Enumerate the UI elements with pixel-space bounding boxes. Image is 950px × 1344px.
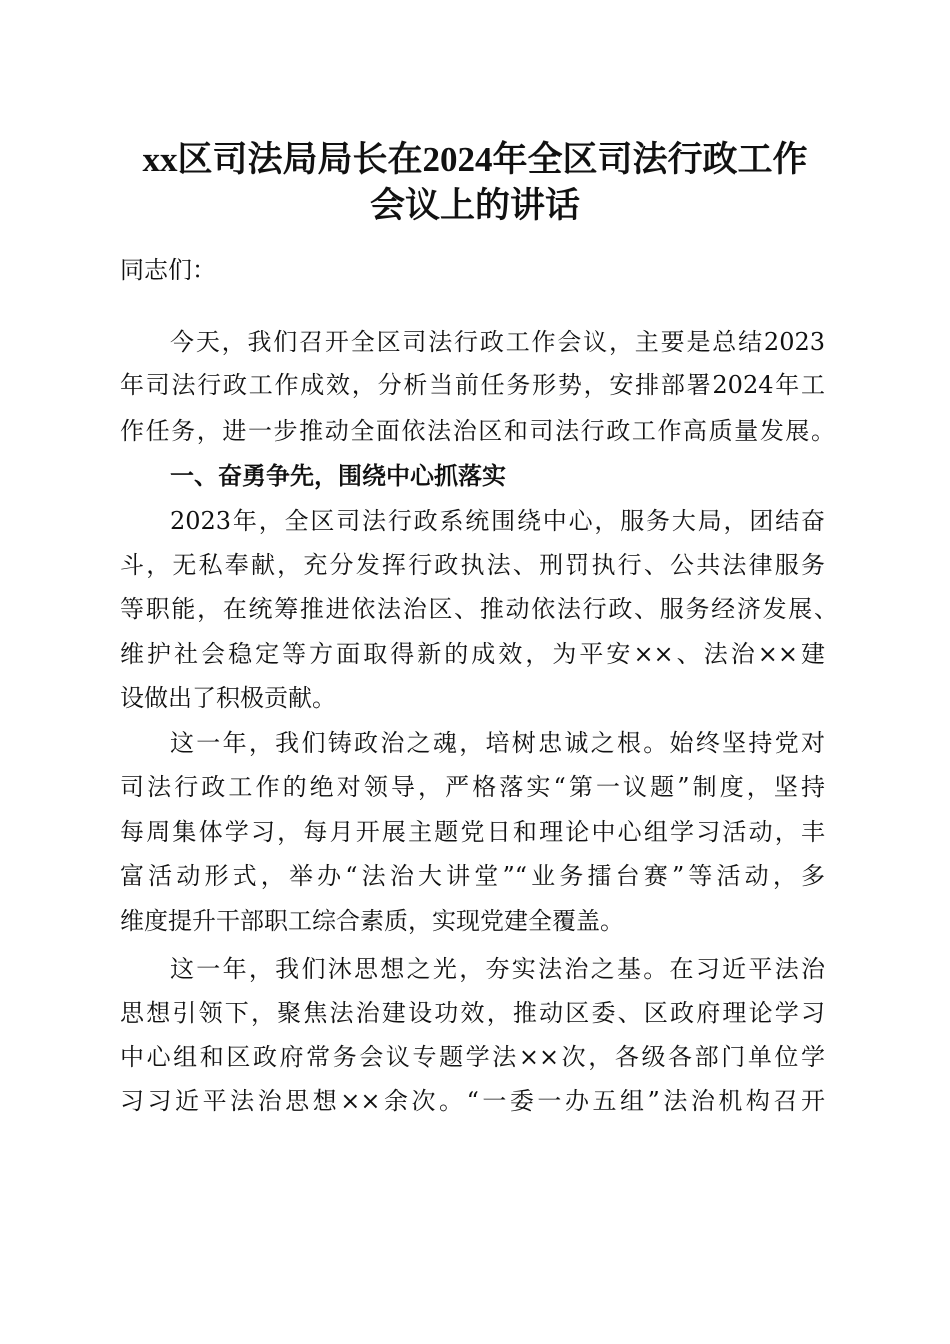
text-line: 设做出了积极贡献。	[120, 684, 336, 712]
text-line: 每周集体学习，每月开展主题党日和理论中心组学习活动，丰	[120, 818, 825, 846]
text-line: 2023年，全区司法行政系统围绕中心，服务大局，团结奋	[170, 507, 825, 535]
text-line: 中心组和区政府常务会议专题学法××次，各级各部门单位学	[120, 1043, 825, 1071]
section-heading: 一、奋勇争先，围绕中心抓落实	[170, 462, 506, 490]
text-line: 富活动形式，举办“法治大讲堂”“业务擂台赛”等活动，多	[120, 862, 825, 890]
text-line: 维度提升干部职工综合素质，实现党建全覆盖。	[120, 907, 624, 935]
text-line: 今天，我们召开全区司法行政工作会议，主要是总结2023	[170, 328, 825, 356]
text-line: 这一年，我们铸政治之魂，培树忠诚之根。始终坚持党对	[170, 729, 825, 757]
text-line: 斗，无私奉献，充分发挥行政执法、刑罚执行、公共法律服务	[120, 551, 825, 579]
text-line: 思想引领下，聚焦法治建设功效，推动区委、区政府理论学习	[120, 999, 825, 1027]
document-title-line-1: xx区司法局局长在2024年全区司法行政工作	[142, 140, 808, 179]
text-line: 年司法行政工作成效，分析当前任务形势，安排部署2024年工	[120, 371, 825, 399]
text-line: 维护社会稳定等方面取得新的成效，为平安××、法治××建	[120, 640, 825, 668]
text-line: 这一年，我们沐思想之光，夯实法治之基。在习近平法治	[170, 955, 825, 983]
document-title-line-2: 会议上的讲话	[369, 186, 580, 225]
text-line: 习习近平法治思想××余次。“一委一办五组”法治机构召开	[120, 1087, 825, 1115]
salutation: 同志们：	[120, 256, 216, 284]
text-line: 司法行政工作的绝对领导，严格落实“第一议题”制度，坚持	[120, 773, 825, 801]
text-line: 作任务，进一步推动全面依法治区和司法行政工作高质量发展。	[120, 417, 835, 445]
text-line: 等职能，在统筹推进依法治区、推动依法行政、服务经济发展、	[120, 595, 838, 623]
